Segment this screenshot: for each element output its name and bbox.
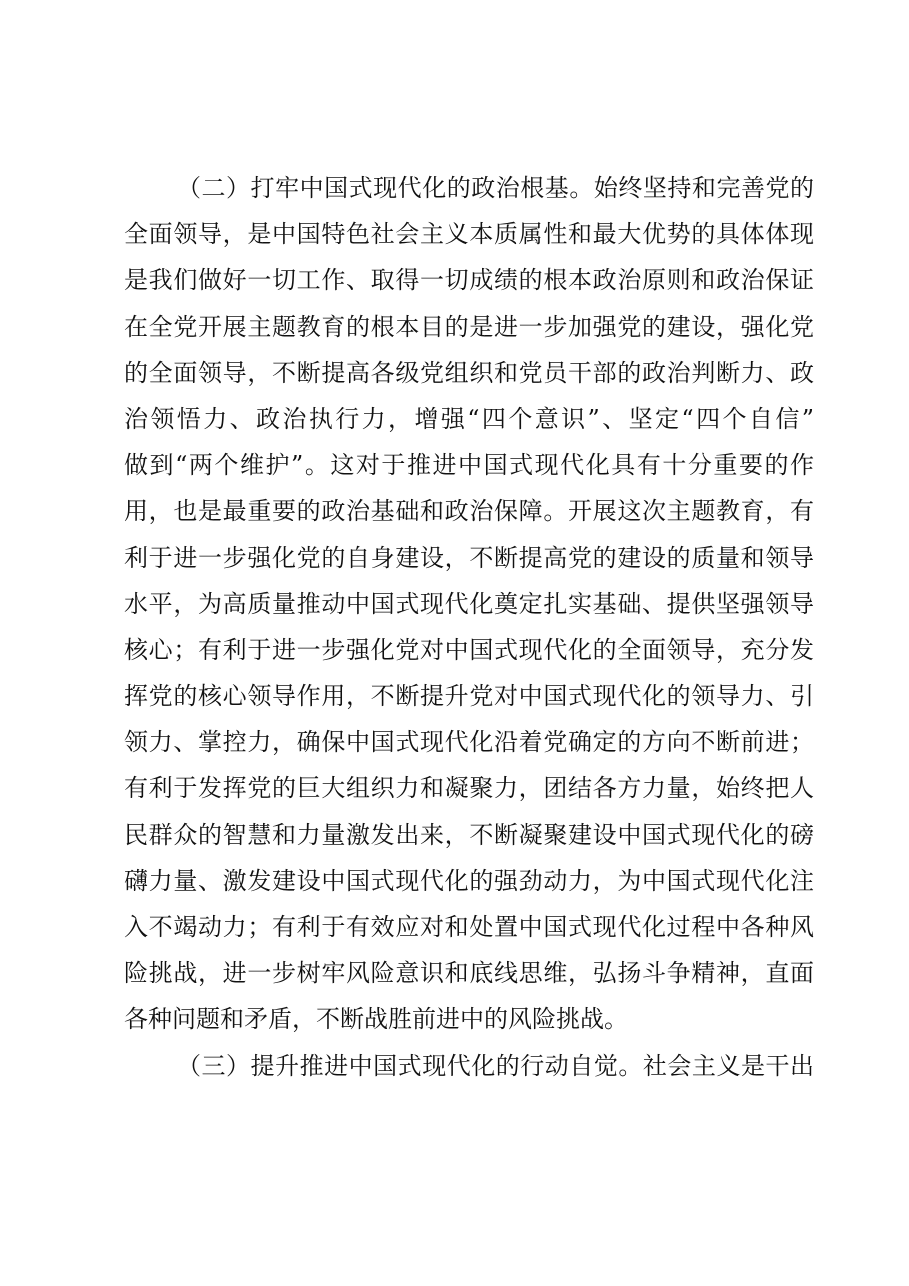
paragraph-line: 有利于发挥党的巨大组织力和凝聚力，团结各方力量，始终把人 xyxy=(124,774,814,803)
paragraph-line: 入不竭动力；有利于有效应对和处置中国式现代化过程中各种风 xyxy=(124,913,814,941)
paragraph-line: 各种问题和矛盾，不断战胜前进中的风险挑战。 xyxy=(124,1005,628,1034)
paragraph-line: 的全面领导，不断提高各级党组织和党员干部的政治判断力、政 xyxy=(124,358,814,387)
paragraph-line: 做到“两个维护”。这对于推进中国式现代化具有十分重要的作 xyxy=(124,451,814,480)
paragraph-line: 利于进一步强化党的自身建设，不断提高党的建设的质量和领导 xyxy=(124,543,814,572)
paragraph-line: 在全党开展主题教育的根本目的是进一步加强党的建设，强化党 xyxy=(124,312,814,341)
paragraph-line: 核心；有利于进一步强化党对中国式现代化的全面领导，充分发 xyxy=(124,635,814,664)
paragraph-line: 险挑战，进一步树牢风险意识和底线思维，弘扬斗争精神，直面 xyxy=(124,959,814,988)
paragraph-line: 礴力量、激发建设中国式现代化的强劲动力，为中国式现代化注 xyxy=(124,866,814,895)
paragraph-section-2 xyxy=(124,165,814,1043)
paragraph-line: 水平，为高质量推动中国式现代化奠定扎实基础、提供坚强领导 xyxy=(124,589,814,618)
paragraph-line: 是我们做好一切工作、取得一切成绩的根本政治原则和政治保证 xyxy=(124,266,814,295)
paragraph-line: 全面领导，是中国特色社会主义本质属性和最大优势的具体体现 xyxy=(124,220,814,249)
document-body xyxy=(124,165,814,1089)
paragraph-line: （二）打牢中国式现代化的政治根基。始终坚持和完善党的 xyxy=(177,174,814,202)
paragraph-line: （三）提升推进中国式现代化的行动自觉。社会主义是干出 xyxy=(177,1051,814,1080)
paragraph-line: 治领悟力、政治执行力，增强“四个意识”、坚定“四个自信” xyxy=(124,404,814,433)
paragraph-line: 挥党的核心领导作用，不断提升党对中国式现代化的领导力、引 xyxy=(124,682,814,711)
paragraph-line: 民群众的智慧和力量激发出来，不断凝聚建设中国式现代化的磅 xyxy=(124,820,814,849)
paragraph-line: 用，也是最重要的政治基础和政治保障。开展这次主题教育，有 xyxy=(124,497,814,526)
paragraph-line: 领力、掌控力，确保中国式现代化沿着党确定的方向不断前进； xyxy=(124,728,814,757)
paragraph-section-3 xyxy=(124,1043,814,1089)
